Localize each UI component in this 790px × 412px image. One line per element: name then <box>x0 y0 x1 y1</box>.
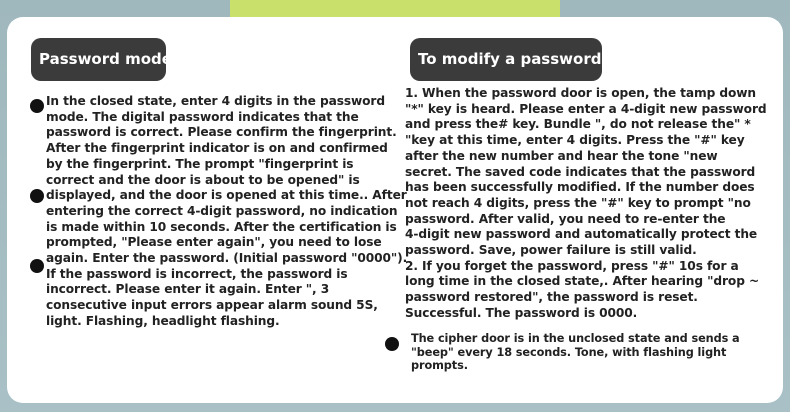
bullet-dot-icon <box>30 259 44 273</box>
text-line: "beep" every 18 seconds. Tone, with flashing light <box>411 345 727 359</box>
text-line: entering the correct 4-digit password, no indication <box>46 203 398 218</box>
text-line: prompts. <box>411 359 468 373</box>
text-line: "key at this time, enter 4 digits. Press the "#" key <box>405 133 745 148</box>
bullet-dot-icon <box>30 189 44 203</box>
text-line: consecutive input errors appear alarm sound 5S, <box>46 298 378 313</box>
text-line: password. After valid, you need to re-enter the <box>405 211 726 226</box>
text-line: Successful. The password is 0000. <box>405 305 638 320</box>
text-line: mode. The digital password indicates that the <box>46 109 359 124</box>
password-mode-heading: Password mode <box>31 38 166 81</box>
text-line: incorrect. Please enter it again. Enter ", 3 <box>46 282 330 297</box>
text-line: correct and the door is about to be opened" is <box>46 172 360 187</box>
text-line: is made within 10 seconds. After the certification is <box>46 219 397 234</box>
text-line: 2. If you forget the password, press "#" 10s for a <box>405 258 739 273</box>
text-line: 4-digit new password and automatically protect the <box>405 227 758 242</box>
text-line: long time in the closed state,. After hearing "drop ~ <box>405 274 760 289</box>
text-line: After the fingerprint indicator is on and confirmed <box>46 141 388 156</box>
text-line: by the fingerprint. The prompt "fingerprint is <box>46 156 354 171</box>
text-line: secret. The saved code indicates that the password <box>405 164 756 179</box>
text-line: light. Flashing, headlight flashing. <box>46 313 280 328</box>
text-line: password restored", the password is reset. <box>405 290 698 305</box>
text-line: not reach 4 digits, press the "#" key to prompt "no <box>405 195 751 210</box>
cipher-door-note <box>411 332 740 373</box>
text-line: prompted, "Please enter again", you need to lose <box>46 235 382 250</box>
text-line: again. Enter the password. (Initial password "0000"). <box>46 251 408 266</box>
text-line: The cipher door is in the unclosed state and sends a <box>411 332 740 345</box>
text-line: If the password is incorrect, the password is <box>46 266 348 281</box>
modify-password-text <box>405 86 767 322</box>
text-line: has been successfully modified. If the number does <box>405 180 755 195</box>
bullet-dot-icon <box>385 337 399 351</box>
text-line: "*" key is heard. Please enter a 4-digit new password <box>405 101 767 116</box>
text-line: displayed, and the door is opened at this time.. After <box>46 188 407 203</box>
bullet-dot-icon <box>30 99 44 113</box>
text-line: password. Save, power failure is still valid. <box>405 243 697 258</box>
text-line: and press the# key. Bundle ", do not release the" * <box>405 117 751 132</box>
password-mode-text <box>46 94 407 330</box>
text-line: 1. When the password door is open, the tamp down <box>405 86 757 100</box>
modify-password-heading: To modify a password <box>410 38 602 81</box>
text-line: In the closed state, enter 4 digits in the password <box>46 94 385 108</box>
text-line: after the new number and hear the tone "new <box>405 148 718 163</box>
text-line: password is correct. Please confirm the fingerprint. <box>46 125 397 140</box>
